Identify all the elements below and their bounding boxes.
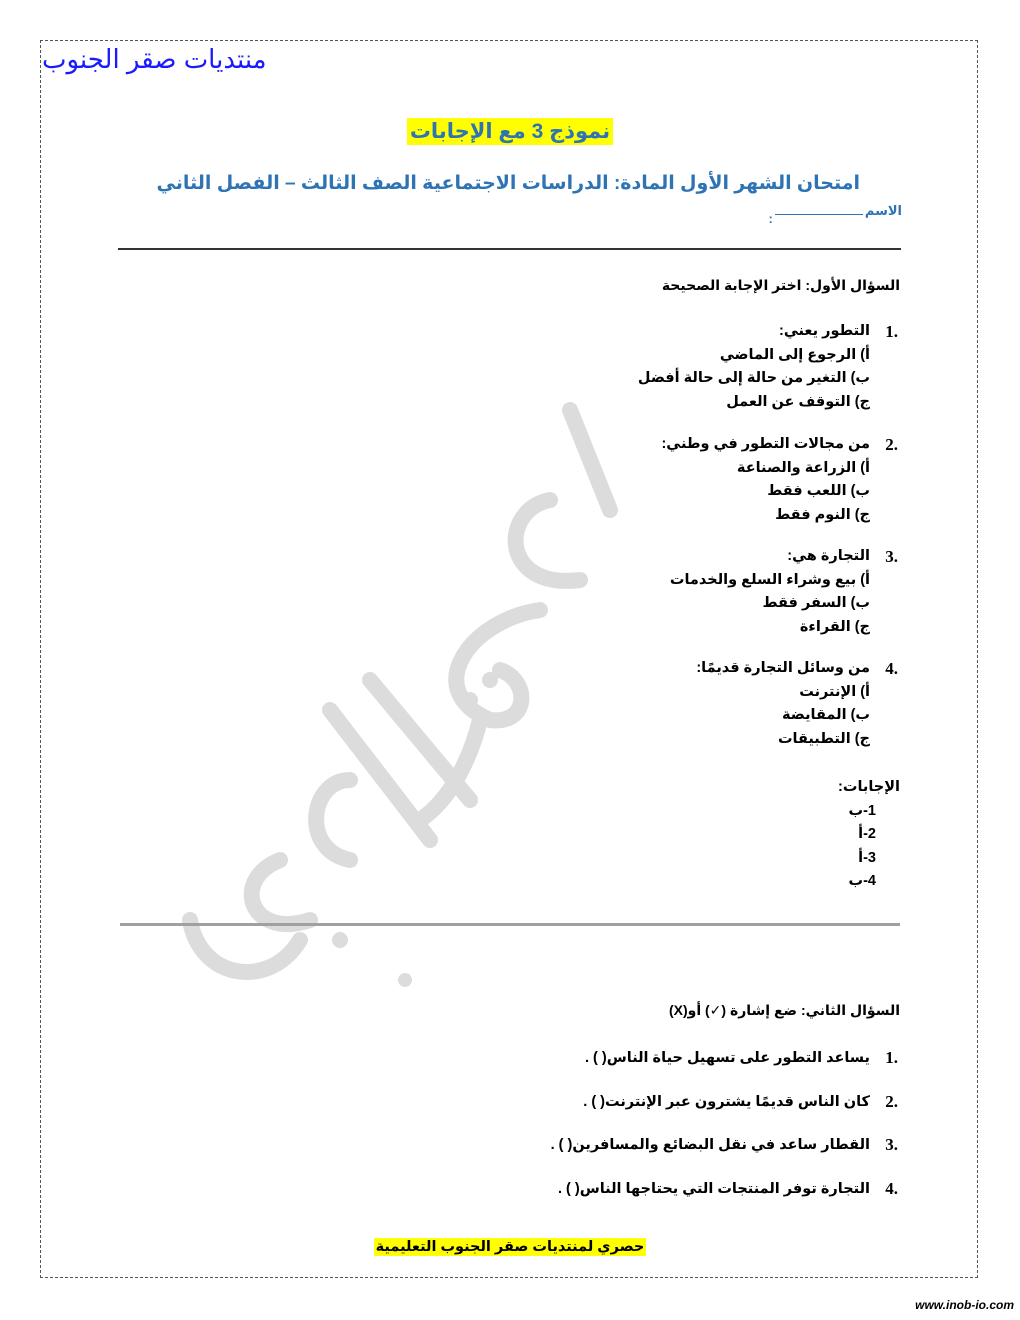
exam-title: امتحان الشهر الأول المادة: الدراسات الاجتماعية الصف الثالث – الفصل الثاني: [156, 173, 860, 194]
mcq-question-4: [696, 657, 898, 751]
exclusive-note-text: حصري لمنتديات صقر الجنوب التعليمية: [375, 1239, 645, 1255]
site-title: منتديات صقر الجنوب: [42, 44, 267, 74]
statement-text: يساعد التطور على تسهيل حياة الناس( ) .: [585, 1050, 870, 1066]
name-label: الاسم: [864, 203, 902, 218]
question-text: من وسائل التجارة قديمًا:: [696, 660, 870, 676]
statement-number: 2.: [885, 1092, 898, 1111]
option-a: أ) الإنترنت: [799, 683, 870, 700]
question-number: 1.: [885, 322, 898, 341]
section1-heading: السؤال الأول: اختر الإجابة الصحيحة: [661, 277, 900, 293]
answer-4: 4-ب: [848, 873, 876, 889]
option-c: ج) القراءة: [799, 618, 870, 635]
mcq-question-3: [669, 545, 898, 639]
option-c: ج) النوم فقط: [775, 506, 870, 523]
site-url-link[interactable]: www.inob-io.com: [915, 1298, 1014, 1312]
tf-statement-3: [550, 1135, 898, 1154]
name-blank-line[interactable]: [775, 214, 863, 215]
question-number: 3.: [885, 547, 898, 566]
question-text: التطور يعني:: [779, 323, 870, 339]
option-a: أ) الرجوع إلى الماضي: [719, 346, 870, 363]
answer-3: 3-أ: [858, 849, 876, 866]
question-number: 4.: [885, 659, 898, 678]
answers-block: [838, 776, 900, 894]
question-number: 2.: [885, 435, 898, 454]
statement-number: 1.: [885, 1048, 898, 1067]
middle-divider: [120, 923, 900, 926]
statement-text: التجارة توفر المنتجات التي يحتاجها الناس( ) .: [557, 1181, 870, 1197]
statement-text: كان الناس قديمًا يشترون عبر الإنترنت( ) .: [583, 1094, 870, 1110]
tf-statement-2: [583, 1092, 898, 1111]
option-c: ج) التطبيقات: [777, 730, 870, 747]
statement-text: القطار ساعد في نقل البضائع والمسافرين( ) .: [550, 1137, 870, 1153]
option-b: ب) اللعب فقط: [767, 483, 870, 499]
option-c: ج) التوقف عن العمل: [726, 393, 870, 410]
section2-heading: السؤال الثاني: ضع إشارة (✓) أو(X): [668, 1002, 900, 1018]
option-b: ب) التغير من حالة إلى حالة أفضل: [637, 370, 870, 386]
name-field: [768, 203, 902, 226]
model-title-text: نموذج 3 مع الإجابات: [407, 118, 613, 145]
option-a: أ) بيع وشراء السلع والخدمات: [669, 571, 870, 588]
option-b: ب) السفر فقط: [762, 595, 870, 611]
mcq-question-2: [661, 433, 898, 527]
statement-number: 4.: [885, 1179, 898, 1198]
name-colon: :: [768, 211, 773, 226]
option-a: أ) الزراعة والصناعة: [736, 459, 870, 476]
question-text: التجارة هي:: [787, 548, 870, 564]
option-b: ب) المقايضة: [782, 707, 870, 723]
answer-2: 2-أ: [858, 826, 876, 842]
top-divider: [118, 248, 901, 250]
question-text: من مجالات التطور في وطني:: [661, 436, 870, 452]
mcq-question-1: [637, 320, 898, 414]
tf-statement-4: [557, 1179, 898, 1198]
model-title: [0, 118, 1020, 145]
statement-number: 3.: [885, 1135, 898, 1154]
answers-label: الإجابات:: [838, 779, 900, 795]
exclusive-note: [0, 1238, 1020, 1256]
tf-statement-1: [585, 1048, 898, 1067]
answer-1: 1-ب: [848, 802, 876, 819]
